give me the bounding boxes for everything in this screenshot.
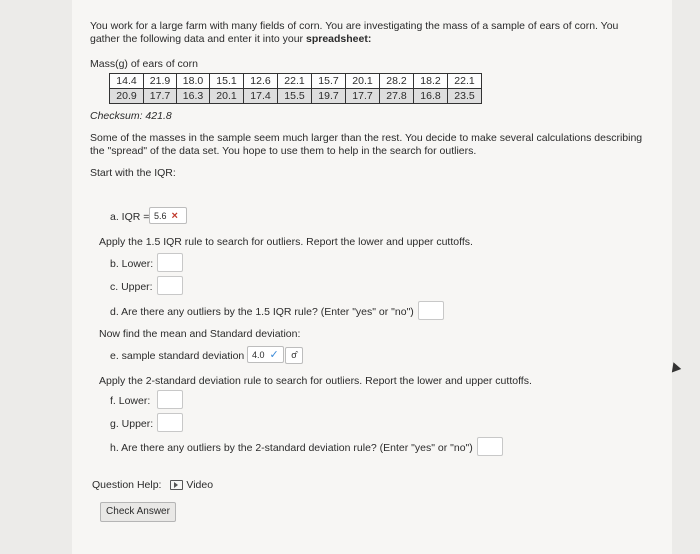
table-cell: 14.4 [110,74,144,89]
question-help-label: Question Help: [92,479,162,491]
problem-intro [90,20,650,46]
apply-sd-instruction: Apply the 2-standard deviation rule to search for outliers. Report the lower and upper cuttoffs. [99,375,532,387]
table-cell: 15.5 [278,89,312,104]
table-cell: 20.1 [346,74,380,89]
table-cell: 16.8 [414,89,448,104]
mean-sd-instruction: Now find the mean and Standard deviation: [99,328,301,340]
table-cell: 28.2 [380,74,414,89]
table-cell: 17.4 [244,89,278,104]
question-a-label: a. IQR = [110,211,150,223]
data-table [109,73,482,104]
question-d-label: d. Are there any outliers by the 1.5 IQR rule? (Enter "yes" or "no") [110,306,414,318]
table-cell: 19.7 [312,89,346,104]
table-cell: 17.7 [346,89,380,104]
intro-text: You work for a large farm with many fields of corn. You are investigating the mass of a sample of ears of corn. You gather the following data and enter it into your [90,20,619,45]
correct-icon: ✓ [269,349,279,361]
sigma-symbol-button[interactable]: σ̂ [285,347,303,364]
table-row [110,74,482,89]
table-cell: 23.5 [448,89,482,104]
apply-iqr-instruction: Apply the 1.5 IQR rule to search for outliers. Report the lower and upper cuttoffs. [99,236,473,248]
table-cell: 16.3 [177,89,210,104]
start-instruction: Start with the IQR: [90,167,176,179]
table-cell: 20.1 [210,89,244,104]
table-cell: 22.1 [448,74,482,89]
check-answer-button[interactable]: Check Answer [100,502,176,522]
iqr-lower-input[interactable] [157,253,183,272]
question-g-label: g. Upper: [110,418,154,430]
question-e-label: e. sample standard deviation [110,350,245,362]
video-link[interactable] [170,479,213,491]
spread-description: Some of the masses in the sample seem much larger than the rest. You decide to make several calculations describing the "spread" of the data set. You hope to use them to help in the search for outliers. [90,132,643,157]
table-cell: 27.8 [380,89,414,104]
iqr-outliers-input[interactable] [418,301,444,320]
question-f-label: f. Lower: [110,395,151,407]
sd-input[interactable] [247,346,284,363]
question-c-label: c. Upper: [110,281,153,293]
table-label: Mass(g) of ears of corn [90,58,198,70]
question-panel [72,0,672,554]
mouse-pointer-icon [669,361,681,373]
question-h-label: h. Are there any outliers by the 2-standard deviation rule? (Enter "yes" or "no") [110,442,473,454]
table-cell: 18.0 [177,74,210,89]
table-cell: 22.1 [278,74,312,89]
table-cell: 20.9 [110,89,144,104]
table-cell: 15.7 [312,74,346,89]
video-icon [170,480,183,490]
table-cell: 21.9 [144,74,177,89]
question-help [92,479,213,492]
iqr-input[interactable] [149,207,187,224]
incorrect-icon: × [171,210,178,222]
iqr-upper-input[interactable] [157,276,183,295]
table-cell: 15.1 [210,74,244,89]
video-link-label: Video [186,479,214,491]
iqr-value: 5.6 [154,211,167,221]
table-cell: 17.7 [144,89,177,104]
table-cell: 18.2 [414,74,448,89]
table-cell: 12.6 [244,74,278,89]
checksum: Checksum: 421.8 [90,110,172,122]
intro-bold: spreadsheet: [305,33,372,45]
sd-lower-input[interactable] [157,390,183,409]
sd-upper-input[interactable] [157,413,183,432]
table-row [110,89,482,104]
question-b-label: b. Lower: [110,258,154,270]
sd-value: 4.0 [252,350,265,360]
sd-outliers-input[interactable] [477,437,503,456]
